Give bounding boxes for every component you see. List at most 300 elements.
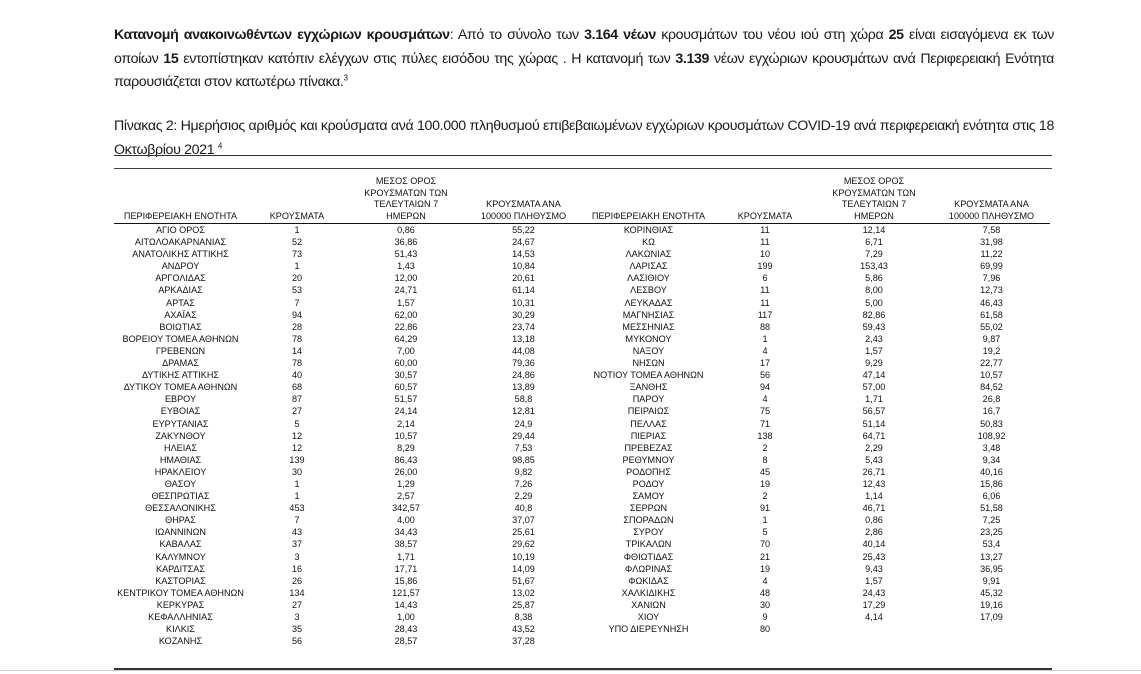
table-row [114,430,1050,442]
right-per100k-cell: 13,27 [980,551,1003,562]
intro-bold-lead: Κατανομή ανακοινωθέντων εγχώριων κρουσμάτων [114,27,450,44]
left-region-name-cell: ΗΡΑΚΛΕΙΟΥ [154,466,207,477]
left-region-name-cell: ΑΡΤΑΣ [166,297,195,308]
left-region-name-cell: ΑΡΓΟΛΙΔΑΣ [155,273,206,284]
right-avg7-cell: 25,43 [862,551,886,562]
right-cases-cell: 48 [759,587,771,598]
left-cases-cell: 73 [291,249,303,260]
right-avg7-cell: 12,14 [862,225,886,235]
table-row [114,611,1050,623]
left-avg7-cell: 62,00 [394,309,418,320]
right-per100k-cell: 7,58 [982,225,1001,235]
right-per100k-cell: 7,25 [982,515,1001,526]
right-avg7-cell: 46,71 [862,503,886,514]
right-cases-cell: 8 [762,454,768,465]
left-per100k-cell: 14,09 [512,563,535,574]
right-avg7-cell: 0,86 [865,515,883,526]
left-per100k-cell: 12,81 [512,406,535,417]
right-avg7-cell: 2,86 [865,527,883,538]
right-per100k-cell: 46,43 [980,297,1003,308]
left-per100k-cell: 98,85 [512,454,535,465]
left-region-name-cell: ΔΡΑΜΑΣ [162,358,199,369]
left-cases-cell: 134 [289,587,305,598]
right-region-name-cell: ΝΑΞΟΥ [632,345,665,356]
right-per100k-cell: 3,48 [982,442,1001,453]
left-region-name-cell: ΑΧΑΪΑΣ [164,309,197,320]
header-per100k: ΚΡΟΥΣΜΑΤΑ ΑΝΑ 100000 ΠΛΗΘΥΣΜΟ [933,176,1050,224]
table-row [114,369,1050,381]
right-cases-cell: 70 [759,539,771,550]
left-avg7-cell: 15,86 [394,575,418,586]
table-row [114,454,1050,466]
left-avg7-cell: 0,86 [397,225,415,235]
left-region-name-cell: ΚΑΡΔΙΤΣΑΣ [156,563,205,574]
right-cases-cell: 11 [760,285,770,296]
header-cases: ΚΡΟΥΣΜΑΤΑ [247,176,347,224]
left-cases-cell: 87 [291,394,303,405]
intro-paragraph [114,24,1054,95]
left-region-name-cell: ΖΑΚΥΝΘΟΥ [155,430,206,441]
left-per100k-cell: 58,8 [514,394,533,405]
footnote-ref-3[interactable]: 3 [343,73,348,83]
intro-text: κρουσμάτων του νέου ιού στη χώρα [655,27,889,44]
right-per100k-cell: 108,92 [977,430,1006,441]
table-body [114,224,1050,648]
table-row [114,635,1050,647]
right-avg7-cell [815,623,933,635]
right-region-name-cell: ΜΥΚΟΝΟΥ [625,333,672,344]
left-avg7-cell: 60,57 [394,382,418,393]
right-region-name-cell: ΡΟΔΟΠΗΣ [626,466,671,477]
table-row [114,623,1050,635]
left-region-name-cell: ΚΙΛΚΙΣ [166,624,195,635]
intro-text: : Από το σύνολο των [449,27,585,44]
table-row [114,297,1050,309]
right-per100k-cell: 22,77 [980,358,1003,369]
right-avg7-cell: 1,14 [865,491,883,502]
page-edge [0,670,1141,671]
left-cases-cell: 3 [294,551,300,562]
left-cases-cell: 40 [291,370,303,381]
right-per100k-cell: 16,7 [982,406,1001,417]
right-avg7-cell: 1,71 [865,394,883,405]
left-avg7-cell: 1,57 [397,297,415,308]
right-region-name-cell: ΚΟΡΙΝΘΙΑΣ [623,225,674,235]
right-region-name-cell: ΣΑΜΟΥ [632,491,665,502]
right-avg7-cell: 59,43 [862,321,886,332]
right-region-name-cell: ΛΑΣΙΘΙΟΥ [627,273,670,284]
left-per100k-cell: 14,53 [512,249,535,260]
right-avg7-cell: 26,71 [862,466,886,477]
right-avg7-cell: 64,71 [862,430,886,441]
right-avg7-cell: 17,29 [862,599,886,610]
right-region-name-cell: ΠΙΕΡΙΑΣ [630,430,667,441]
left-avg7-cell: 24,14 [394,406,418,417]
right-cases-cell: 138 [757,430,773,441]
left-avg7-cell: 12,00 [394,273,418,284]
left-cases-cell: 94 [291,309,303,320]
table-row [114,551,1050,563]
left-cases-cell: 139 [289,454,305,465]
total-new-cases: 3.164 νέων [584,27,656,44]
left-region-name-cell: ΚΑΒΑΛΑΣ [159,539,202,550]
table-row [114,224,1050,237]
right-avg7-cell: 57,00 [862,382,886,393]
left-region-name-cell: ΒΟΙΩΤΙΑΣ [159,321,202,332]
table-row [114,442,1050,454]
left-cases-cell: 56 [291,636,303,647]
left-cases-cell: 3 [294,612,300,622]
right-avg7-cell: 8,00 [865,285,883,296]
table-row [114,478,1050,490]
right-avg7-cell: 47,14 [862,370,886,381]
right-region-name-cell: ΠΕΙΡΑΙΩΣ [627,406,670,417]
right-cases-cell: 88 [759,321,771,332]
right-per100k-cell: 9,87 [982,333,1001,344]
right-region-name-cell: ΞΑΝΘΗΣ [629,382,668,393]
right-per100k-cell: 9,34 [982,454,1001,465]
right-cases-cell: 4 [762,575,768,586]
right-region-name-cell: ΜΑΓΝΗΣΙΑΣ [622,309,675,320]
left-region-name-cell: ΚΟΖΑΝΗΣ [158,636,203,647]
left-cases-cell: 27 [291,406,303,417]
right-region-name-cell: ΧΑΛΚΙΔΙΚΗΣ [621,587,676,598]
left-avg7-cell: 121,57 [392,587,420,598]
right-avg7-cell: 5,86 [865,273,883,284]
left-region-name-cell: ΑΡΚΑΔΙΑΣ [158,285,203,296]
right-avg7-cell: 1,57 [865,345,883,356]
right-cases-cell: 1 [762,333,768,344]
left-per100k-cell: 40,8 [514,503,533,514]
right-cases-cell: 19 [759,478,771,489]
table-row [114,526,1050,538]
table-row [114,381,1050,393]
left-cases-cell: 12 [291,430,303,441]
right-per100k-cell: 51,58 [980,503,1003,514]
right-avg7-cell: 9,43 [865,563,883,574]
table-row [114,272,1050,284]
left-cases-cell: 5 [294,418,300,429]
right-region-name-cell: ΜΕΣΣΗΝΙΑΣ [622,321,675,332]
caption-text: Πίνακας 2: Ημερήσιος αριθμός και κρούσματα ανά 100.000 πληθυσμού επιβεβαιωμένων εγχώριων κρουσμάτων COVID-19 ανά περιφερειακή ενότητα στις 18 Οκτωβρίου 2021 [114,118,1054,158]
imported-cases: 25 [888,27,904,44]
left-region-name-cell: ΑΝΔΡΟΥ [161,261,200,272]
right-region-name-cell: ΛΑΡΙΣΑΣ [629,261,668,272]
left-region-name-cell: ΓΡΕΒΕΝΩΝ [155,345,206,356]
right-region-name-cell: ΛΑΚΩΝΙΑΣ [625,249,672,260]
right-avg7-cell: 51,14 [862,418,886,429]
left-avg7-cell: 34,43 [394,527,418,538]
table-row [114,236,1050,248]
left-cases-cell: 20 [291,273,303,284]
left-per100k-cell: 25,61 [512,527,535,538]
right-avg7-cell: 2,43 [865,333,883,344]
right-region-name-cell: ΧΙΟΥ [637,612,660,622]
left-per100k-cell: 24,67 [512,237,535,248]
right-cases-cell: 6 [762,273,768,284]
left-cases-cell: 27 [291,599,303,610]
right-cases-cell: 11 [760,297,770,308]
left-avg7-cell: 24,71 [394,285,418,296]
left-region-name-cell: ΚΕΦΑΛΛΗΝΙΑΣ [148,612,213,622]
header-region: ΠΕΡΙΦΕΡΕΙΑΚΗ ΕΝΟΤΗΤΑ [114,176,247,224]
left-per100k-cell: 13,89 [512,382,535,393]
left-per100k-cell: 61,14 [512,285,535,296]
left-avg7-cell: 51,57 [394,394,418,405]
table-row [114,248,1050,260]
left-avg7-cell: 51,43 [394,249,418,260]
left-avg7-cell: 7,00 [397,345,415,356]
right-per100k-cell: 17,09 [980,612,1003,622]
right-cases-cell: 117 [757,309,773,320]
left-cases-cell: 78 [291,333,303,344]
border-cases: 15 [163,50,179,67]
right-avg7-cell: 5,43 [865,454,883,465]
right-region-name-cell: ΡΟΔΟΥ [632,478,665,489]
right-region-name-cell: ΤΡΙΚΑΛΩΝ [625,539,672,550]
intro-text: εντοπίστηκαν κατόπιν ελέγχων στις πύλες εισόδου της χώρας . Η κατανομή των [178,50,676,67]
right-avg7-cell: 153,43 [860,261,888,272]
left-cases-cell: 1 [294,225,300,235]
table-row [114,538,1050,550]
right-region-name-cell: ΛΕΥΚΑΔΑΣ [624,297,673,308]
left-cases-cell: 68 [291,382,303,393]
right-avg7-cell: 5,00 [865,297,883,308]
right-avg7-cell: 7,29 [865,249,883,260]
left-cases-cell: 453 [289,503,305,514]
table-row [114,490,1050,502]
left-per100k-cell: 20,61 [512,273,535,284]
table-row [114,393,1050,405]
left-per100k-cell: 51,67 [512,575,535,586]
left-per100k-cell: 29,62 [512,539,535,550]
left-avg7-cell: 28,57 [394,636,418,647]
left-region-name-cell: ΘΗΡΑΣ [165,515,196,526]
table-row [114,587,1050,599]
right-per100k-cell: 7,96 [982,273,1001,284]
right-cases-cell: 5 [762,527,768,538]
left-cases-cell: 12 [291,442,303,453]
left-per100k-cell: 13,02 [512,587,535,598]
right-per100k-cell: 12,73 [980,285,1003,296]
right-avg7-cell: 40,14 [862,539,886,550]
left-avg7-cell: 4,00 [397,515,415,526]
left-cases-cell: 28 [291,321,303,332]
left-avg7-cell: 342,57 [392,503,420,514]
right-cases-cell: 4 [762,345,768,356]
left-cases-cell: 14 [291,345,303,356]
table-row [114,563,1050,575]
left-region-name-cell: ΚΑΣΤΟΡΙΑΣ [155,575,206,586]
right-cases-cell: 10 [759,249,771,260]
left-per100k-cell: 9,82 [514,466,533,477]
left-region-name-cell: ΑΝΑΤΟΛΙΚΗΣ ΑΤΤΙΚΗΣ [132,249,229,260]
right-per100k-cell [933,623,1050,635]
left-per100k-cell: 2,29 [514,491,533,502]
left-avg7-cell: 64,29 [394,333,418,344]
left-per100k-cell: 25,87 [512,599,535,610]
right-cases-cell: 17 [759,358,771,369]
right-region-name-cell: ΠΡΕΒΕΖΑΣ [624,442,673,453]
table-row [114,514,1050,526]
left-region-name-cell: ΔΥΤΙΚΗΣ ΑΤΤΙΚΗΣ [141,370,220,381]
left-region-name-cell: ΔΥΤΙΚΟΥ ΤΟΜΕΑ ΑΘΗΝΩΝ [123,382,238,393]
left-per100k-cell: 37,07 [512,515,535,526]
left-cases-cell: 1 [294,491,300,502]
left-per100k-cell: 10,19 [512,551,535,562]
header-region: ΠΕΡΙΦΕΡΕΙΑΚΗ ΕΝΟΤΗΤΑ [582,176,715,224]
left-avg7-cell: 2,57 [397,491,415,502]
right-per100k-cell: 15,86 [980,478,1003,489]
left-per100k-cell: 29,44 [512,430,535,441]
footnote-ref-4[interactable]: 4 [217,140,222,150]
right-avg7-cell: 12,43 [862,478,886,489]
left-avg7-cell: 1,71 [397,551,415,562]
right-per100k-cell: 10,57 [980,370,1003,381]
table-header-row [114,176,1050,224]
table-row [114,333,1050,345]
table-row [114,284,1050,296]
left-avg7-cell: 22,86 [394,321,418,332]
right-cases-cell: 75 [759,406,771,417]
right-per100k-cell: 61,58 [980,309,1003,320]
intro-text: είναι εισαγόμενα εκ των οποίων [114,27,1054,67]
right-cases-cell: 94 [759,382,771,393]
right-cases-cell: 2 [762,442,768,453]
left-per100k-cell: 43,52 [512,624,535,635]
right-avg7-cell: 82,86 [862,309,886,320]
left-avg7-cell: 10,57 [394,430,418,441]
right-region-name-cell: ΡΕΘΥΜΝΟΥ [622,454,675,465]
right-avg7-cell: 1,57 [865,575,883,586]
left-cases-cell: 35 [291,624,303,635]
left-per100k-cell: 44,08 [512,345,535,356]
header-cases: ΚΡΟΥΣΜΑΤΑ [715,176,815,224]
right-avg7-cell [815,635,933,647]
right-region-name-cell: ΠΕΛΛΑΣ [630,418,667,429]
right-region-name-cell [582,635,715,647]
right-region-name-cell: ΦΛΩΡΙΝΑΣ [625,563,672,574]
right-region-name-cell: ΥΠΟ ΔΙΕΡΕΥΝΗΣΗ [608,624,689,635]
left-per100k-cell: 30,29 [512,309,535,320]
right-region-name-cell: ΣΥΡΟΥ [633,527,664,538]
left-avg7-cell: 1,00 [397,612,415,622]
left-per100k-cell: 79,36 [512,358,535,369]
header-avg7: ΜΕΣΟΣ ΟΡΟΣ ΚΡΟΥΣΜΑΤΩΝ ΤΩΝ ΤΕΛΕΥΤΑΙΩΝ 7 ΗΜΕΡΩΝ [815,176,933,224]
domestic-cases: 3.139 [675,50,710,67]
left-region-name-cell: ΚΕΝΤΡΙΚΟΥ ΤΟΜΕΑ ΑΘΗΝΩΝ [117,587,244,598]
left-region-name-cell: ΘΑΣΟΥ [164,478,197,489]
left-cases-cell: 37 [291,539,303,550]
left-region-name-cell: ΚΕΡΚΥΡΑΣ [156,599,205,610]
left-avg7-cell: 86,43 [394,454,418,465]
left-cases-cell: 53 [291,285,303,296]
right-cases-cell: 45 [759,466,771,477]
right-cases-cell: 11 [760,237,770,248]
left-region-name-cell: ΕΥΒΟΙΑΣ [160,406,201,417]
right-cases-cell: 1 [762,515,768,526]
right-per100k-cell: 50,83 [980,418,1003,429]
left-avg7-cell: 14,43 [394,599,418,610]
right-per100k-cell: 45,32 [980,587,1003,598]
right-region-name-cell: ΦΩΚΙΔΑΣ [628,575,669,586]
left-region-name-cell: ΑΓΙΟ ΟΡΟΣ [155,225,206,235]
right-per100k-cell: 19,2 [982,345,1001,356]
right-per100k-cell: 9,91 [982,575,1001,586]
table-top-rule [114,155,1052,156]
table-row [114,418,1050,430]
left-avg7-cell: 1,43 [397,261,415,272]
right-avg7-cell: 4,14 [865,612,883,622]
left-per100k-cell: 8,38 [514,612,533,622]
right-region-name-cell: ΚΩ [642,237,655,248]
right-per100k-cell: 40,16 [980,466,1003,477]
left-cases-cell: 52 [291,237,303,248]
left-per100k-cell: 24,9 [514,418,533,429]
left-avg7-cell: 2,14 [397,418,415,429]
right-per100k-cell: 6,06 [982,491,1001,502]
left-per100k-cell: 7,26 [514,478,533,489]
right-per100k-cell: 53,4 [982,539,1001,550]
left-region-name-cell: ΕΒΡΟΥ [164,394,197,405]
right-avg7-cell: 24,43 [862,587,886,598]
left-cases-cell: 26 [291,575,303,586]
left-per100k-cell: 13,18 [512,333,535,344]
right-per100k-cell [933,635,1050,647]
right-avg7-cell: 6,71 [865,237,883,248]
left-avg7-cell: 60,00 [394,358,418,369]
right-region-name-cell: ΛΕΣΒΟΥ [630,285,667,296]
right-cases-cell: 9 [762,612,768,622]
table-top-rule-inner [114,168,1052,169]
table-row [114,599,1050,611]
right-region-name-cell: ΝΟΤΙΟΥ ΤΟΜΕΑ ΑΘΗΝΩΝ [593,370,704,381]
right-region-name-cell: ΣΕΡΡΩΝ [629,503,668,514]
table-row [114,575,1050,587]
right-cases-cell: 71 [759,418,771,429]
left-avg7-cell: 30,57 [394,370,418,381]
right-cases-cell: 80 [759,624,771,635]
right-region-name-cell: ΝΗΣΩΝ [632,358,665,369]
left-cases-cell: 1 [294,261,300,272]
table-row [114,345,1050,357]
left-cases-cell: 78 [291,358,303,369]
left-per100k-cell: 37,28 [512,636,535,647]
left-region-name-cell: ΑΙΤΩΛΟΑΚΑΡΝΑΝΙΑΣ [134,237,227,248]
right-region-name-cell: ΠΑΡΟΥ [632,394,665,405]
intro-text: νέων εγχώριων κρουσμάτων ανά Περιφερειακή Ενότητα παρουσιάζεται στον κατωτέρω πίνακα. [114,50,1054,91]
right-per100k-cell: 19,16 [980,599,1003,610]
right-per100k-cell: 84,52 [980,382,1003,393]
right-cases-cell: 2 [762,491,768,502]
right-region-name-cell: ΦΘΙΩΤΙΔΑΣ [623,551,674,562]
left-region-name-cell: ΘΕΣΠΡΩΤΙΑΣ [151,491,210,502]
right-avg7-cell: 2,29 [865,442,883,453]
left-cases-cell: 30 [291,466,303,477]
right-cases-cell: 91 [759,503,771,514]
left-region-name-cell: ΗΜΑΘΙΑΣ [159,454,202,465]
left-cases-cell: 43 [291,527,303,538]
right-cases-cell: 19 [759,563,771,574]
right-per100k-cell: 55,02 [980,321,1003,332]
left-cases-cell: 7 [294,297,300,308]
left-per100k-cell: 23,74 [512,321,535,332]
left-cases-cell: 7 [294,515,300,526]
right-cases-cell: 56 [759,370,771,381]
left-per100k-cell: 55,22 [512,225,535,235]
left-avg7-cell: 8,29 [397,442,415,453]
left-avg7-cell: 38,57 [394,539,418,550]
